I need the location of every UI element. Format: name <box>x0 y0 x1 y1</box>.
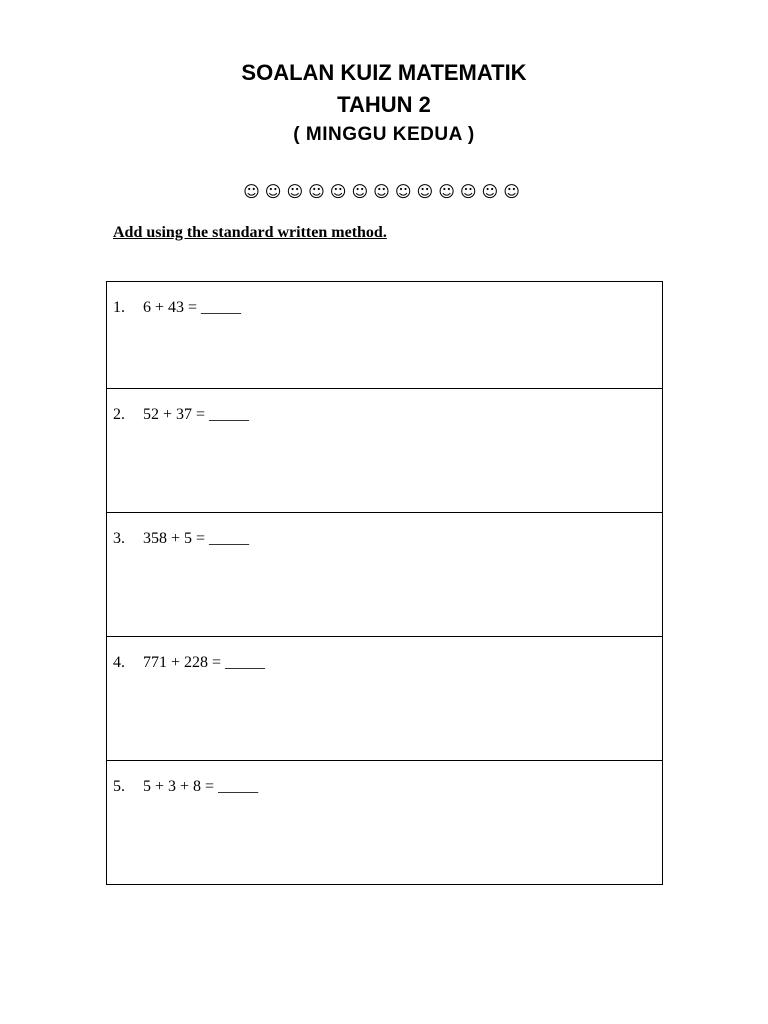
question-expression: 358 + 5 = _____ <box>143 530 250 547</box>
smiley-faces-row: ☺☺☺☺☺☺☺☺☺☺☺☺☺ <box>243 182 525 201</box>
answer-box[interactable] <box>107 761 663 885</box>
answer-box[interactable] <box>107 282 663 389</box>
week-subtitle: ( MINGGU KEDUA ) <box>293 124 475 145</box>
answer-box[interactable] <box>107 637 663 761</box>
question-expression: 5 + 3 + 8 = _____ <box>143 778 259 795</box>
question-row <box>107 761 663 885</box>
question-expression: 52 + 37 = _____ <box>143 406 250 423</box>
question-row <box>107 389 663 513</box>
answer-box[interactable] <box>107 389 663 513</box>
question-number: 5. <box>113 778 125 795</box>
grade-title: TAHUN 2 <box>337 92 431 117</box>
instruction-text: Add using the standard written method. <box>113 224 387 241</box>
question-number: 4. <box>113 654 125 671</box>
question-row <box>107 513 663 637</box>
question-row <box>107 282 663 389</box>
answer-box[interactable] <box>107 513 663 637</box>
question-number: 2. <box>113 406 125 423</box>
question-row <box>107 637 663 761</box>
questions-table <box>106 281 663 885</box>
question-expression: 6 + 43 = _____ <box>143 299 242 316</box>
question-number: 3. <box>113 530 125 547</box>
quiz-title: SOALAN KUIZ MATEMATIK <box>241 60 527 85</box>
question-expression: 771 + 228 = _____ <box>143 654 266 671</box>
question-number: 1. <box>113 299 125 316</box>
